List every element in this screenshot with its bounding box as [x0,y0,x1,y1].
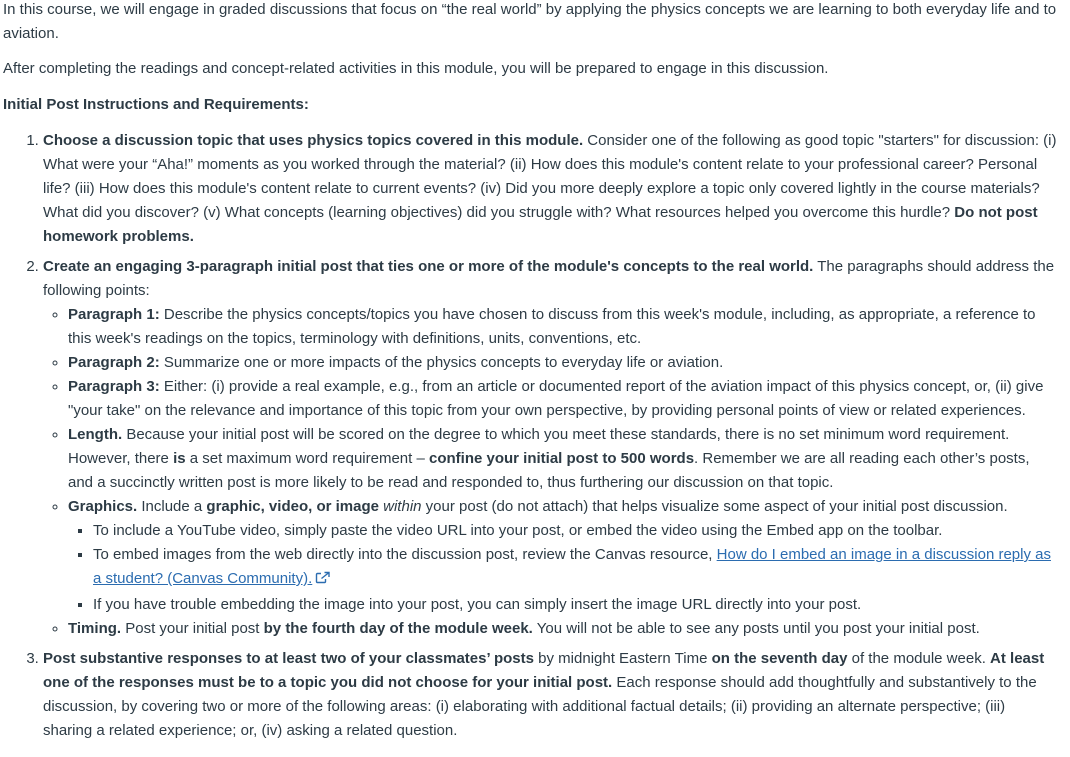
paragraph-2-label: Paragraph 2: [68,354,160,371]
paragraph-1-text: Describe the physics concepts/topics you have chosen to discuss from this week's module, including, as appropriate, a reference to this week's readings on the topics, terminology with definitions, units, conventions, etc. [68,306,1036,347]
graphics-label: Graphics. [68,498,138,515]
embed-image-text: To embed images from the web directly into the discussion post, review the Canvas resource, [93,546,717,563]
create-post-text: The paragraphs should address the following points: [43,258,1055,299]
paragraph-3-label: Paragraph 3: [68,378,160,395]
youtube-tip: ▪ To include a YouTube video, simply paste the video URL into your post, or embed the video using the Embed app on the toolbar. [93,519,1058,543]
canvas-community-link[interactable]: How do I embed an image in a discussion reply as a student? (Canvas Community). [93,546,1051,587]
topic-starters-text: Consider one of the following as good topic "starters" for discussion: (i) What were your “Aha!” moments as you worked through the material? (ii) How does this module's content relate to your professional career? Personal life? (iii) How does this module's content relate to current events? (iv) Did you more deeply explore a topic only covered lightly in the course materials? What did you discover? (v) What concepts (learning objectives) did you struggle with? What resources helped you overcome this hurdle? [43,132,1057,221]
length-text-1: Because your initial post will be scored on the degree to which you meet these standards, there is no set minimum word requirement. However, there [68,426,1010,467]
length-text-2: a set maximum word requirement – [185,450,429,467]
word-limit: confine your initial post to 500 words [429,450,695,467]
create-post-heading: Create an engaging 3-paragraph initial post that ties one or more of the module's concepts to the real world. [43,258,814,275]
post-requirements-list [43,303,1058,641]
length-item [68,423,1058,495]
list-item-responses [43,647,1058,743]
external-link-icon[interactable] [315,569,331,593]
list-item-create-post [43,255,1058,641]
responses-text-2: of the module week. [847,650,991,667]
no-homework-note: Do not post homework problems. [43,204,1038,245]
instructions-heading: Initial Post Instructions and Requirements: [3,96,309,113]
paragraph-2-text: Summarize one or more impacts of the physics concepts to everyday life or aviation. [159,354,724,371]
responses-day: on the seventh day [711,650,848,667]
length-text-3: . Remember we are all reading each other’s posts, and a succinctly written post is more likely to be read and responded to, thus furthering our discussion on that topic. [68,450,1030,491]
intro-paragraph: In this course, we will engage in graded discussions that focus on “the real world” by applying the physics concepts we are learning to both everyday life and to aviation. [3,1,1057,42]
graphics-text-1: Include a [137,498,207,515]
responses-text-1: by midnight Eastern Time [534,650,712,667]
embed-image-tip [93,543,1058,593]
timing-text-1: Post your initial post [121,620,264,637]
length-is: is [173,450,186,467]
length-label: Length. [68,426,123,443]
timing-deadline: by the fourth day of the module week. [263,620,533,637]
graphics-within: within [383,498,422,515]
image-url-tip: ▪ If you have trouble embedding the image into your post, you can simply insert the image URL directly into your post. [93,593,1058,617]
paragraph-3-item [68,375,1058,423]
paragraph-3-text: Either: (i) provide a real example, e.g., from an article or documented report of the aviation impact of this physics concept, or, (ii) give "your take" on the relevance and importance of this topic from your own perspective, by providing personal points of view or related experiences. [68,378,1044,419]
timing-item [68,617,1058,641]
responses-requirement: At least one of the responses must be to a topic you did not choose for your initial post. [43,650,1045,691]
timing-label: Timing. [68,620,122,637]
responses-text-3: Each response should add thoughtfully and substantively to the discussion, by covering two or more of the following areas: (i) elaborating with additional factual details; (ii) providing an alternate perspective; (iii) sharing a related experience; or, (iv) asking a related question. [43,674,1037,739]
list-item-choose-topic [43,129,1058,249]
graphics-text-2: your post (do not attach) that helps visualize some aspect of your initial post discussion. [421,498,1008,515]
responses-heading: Post substantive responses to at least two of your classmates’ posts [43,650,534,667]
paragraph-2-item [68,351,1058,375]
readiness-paragraph: After completing the readings and concept-related activities in this module, you will be prepared to engage in this discussion. [3,60,829,77]
graphics-tips-list [68,519,1058,617]
paragraph-1-label: Paragraph 1: [68,306,160,323]
requirements-list [3,129,1058,743]
timing-text-2: You will not be able to see any posts until you post your initial post. [532,620,980,637]
graphics-media: graphic, video, or image [206,498,379,515]
graphics-item [68,495,1058,617]
choose-topic-heading: Choose a discussion topic that uses physics topics covered in this module. [43,132,584,149]
paragraph-1-item [68,303,1058,351]
